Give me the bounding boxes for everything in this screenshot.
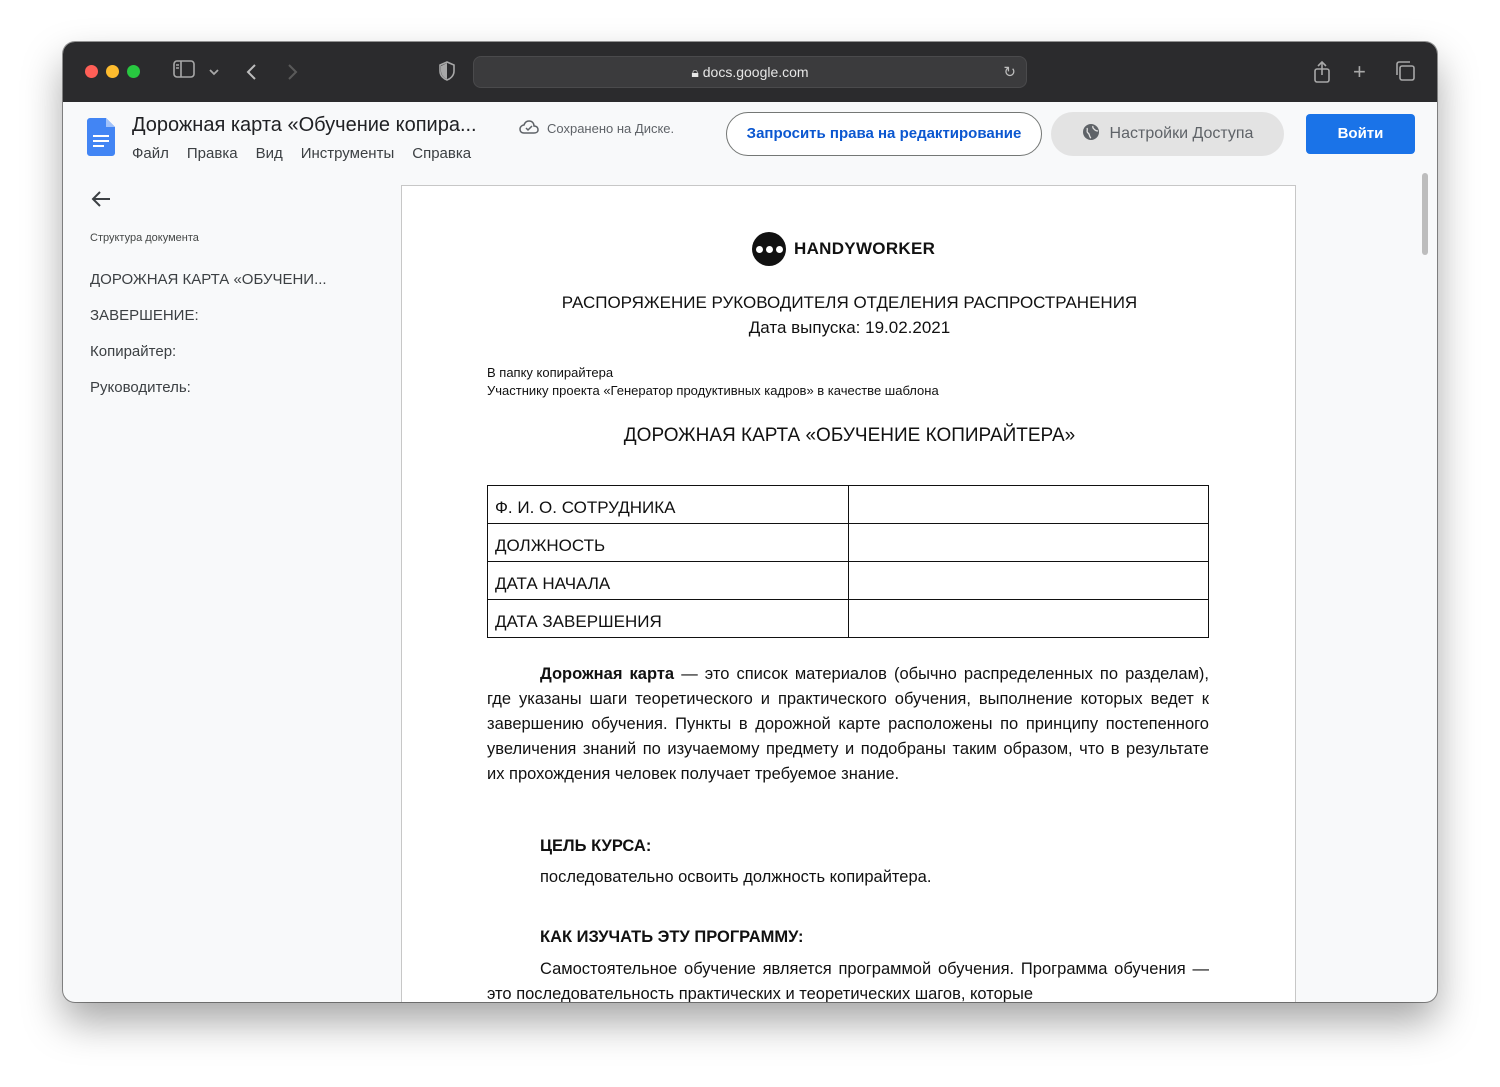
table-row [488,524,1209,562]
reload-icon[interactable]: ↻ [1003,64,1016,81]
outline-item[interactable]: ДОРОЖНАЯ КАРТА «ОБУЧЕНИ... [90,271,327,288]
access-settings-button[interactable] [1051,112,1284,156]
intro-text: — это список материалов (обычно распределенных по разделам), где указаны шаги теоретического и практического обучения, выполнение которых ведет к завершению обучения. Пункты в дорожной карте расположены по принципу постепенного увеличения знаний по изучаемому предмету и подобраны таким образом, что в результате их прохождения человек получает требуемое знание. [487,665,1209,783]
table-cell-value[interactable] [848,562,1208,600]
forward-icon[interactable] [285,60,299,90]
access-settings-label: Настройки Доступа [1109,125,1254,142]
document-outline-panel [63,182,393,1002]
globe-icon [1082,123,1100,146]
docs-header [63,102,1437,182]
table-row [488,486,1209,524]
issue-date: Дата выпуска: 19.02.2021 [748,318,951,337]
logo-dots-icon [752,232,786,266]
table-row [488,600,1209,638]
menu-file[interactable]: Файл [132,145,169,162]
howto-heading: КАК ИЗУЧАТЬ ЭТУ ПРОГРАММУ: [540,928,804,946]
table-cell-value[interactable] [848,600,1208,638]
close-window-button[interactable] [85,65,98,78]
logo-text: HANDYWORKER [794,239,936,258]
document-page[interactable] [401,185,1296,1002]
sidebar-toggle-icon[interactable] [173,60,195,84]
table-row [488,562,1209,600]
table-cell-label: ДОЛЖНОСТЬ [488,524,849,562]
menu-edit[interactable]: Правка [186,145,238,162]
table-cell-label: ДАТА НАЧАЛА [488,562,849,600]
lock-icon: 🔒︎ [691,64,699,80]
outline-title: Структура документа [90,232,199,244]
browser-titlebar [63,42,1437,102]
table-cell-label: Ф. И. О. СОТРУДНИКА [488,486,849,524]
back-icon[interactable] [245,60,259,90]
tab-overview-icon[interactable] [1394,60,1416,88]
google-docs-logo-icon[interactable] [87,118,115,156]
privacy-shield-icon[interactable] [438,60,456,88]
participant-line: Участнику проекта «Генератор продуктивных кадров» в качестве шаблона [487,383,939,398]
login-button[interactable]: Войти [1306,114,1415,154]
url-value: docs.google.com [702,64,809,80]
goal-heading: ЦЕЛЬ КУРСА: [540,837,652,855]
order-title: РАСПОРЯЖЕНИЕ РУКОВОДИТЕЛЯ ОТДЕЛЕНИЯ РАСПРОСТРАНЕНИЯ [561,293,1138,312]
outline-item[interactable]: Руководитель: [90,379,191,396]
table-cell-label: ДАТА ЗАВЕРШЕНИЯ [488,600,849,638]
zoom-window-button[interactable] [127,65,140,78]
minimize-window-button[interactable] [106,65,119,78]
intro-bold: Дорожная карта [540,665,675,683]
roadmap-title: ДОРОЖНАЯ КАРТА «ОБУЧЕНИЕ КОПИРАЙТЕРА» [623,425,1076,446]
address-bar[interactable] [473,56,1027,88]
howto-paragraph: Самостоятельное обучение является программой обучения. Программа обучения — это последовательность практических и теоретических шагов, которые [487,960,1209,1002]
outline-item[interactable]: ЗАВЕРШЕНИЕ: [90,307,199,324]
cloud-saved-icon [519,119,539,138]
share-icon[interactable] [1313,60,1331,90]
scrollbar-thumb[interactable] [1422,173,1428,255]
employee-info-table [487,485,1209,638]
back-arrow-icon[interactable] [90,188,112,217]
document-title[interactable]: Дорожная карта «Обучение копира... [132,114,477,136]
table-cell-value[interactable] [848,524,1208,562]
folder-line: В папку копирайтера [487,365,614,380]
company-logo [752,232,935,266]
goal-text: последовательно освоить должность копирайтера. [540,868,932,886]
menu-bar [132,145,471,162]
intro-paragraph [487,662,1209,787]
menu-tools[interactable]: Инструменты [300,145,395,162]
table-cell-value[interactable] [848,486,1208,524]
request-edit-access-button[interactable]: Запросить права на редактирование [726,112,1042,156]
new-tab-icon[interactable]: + [1353,59,1366,84]
browser-window [63,42,1437,1002]
save-status[interactable] [519,119,674,138]
menu-view[interactable]: Вид [255,145,283,162]
menu-help[interactable]: Справка [412,145,472,162]
url-text [474,64,1026,81]
chevron-down-icon[interactable] [208,60,220,92]
outline-item[interactable]: Копирайтер: [90,343,177,360]
save-status-text: Сохранено на Диске. [547,121,675,136]
